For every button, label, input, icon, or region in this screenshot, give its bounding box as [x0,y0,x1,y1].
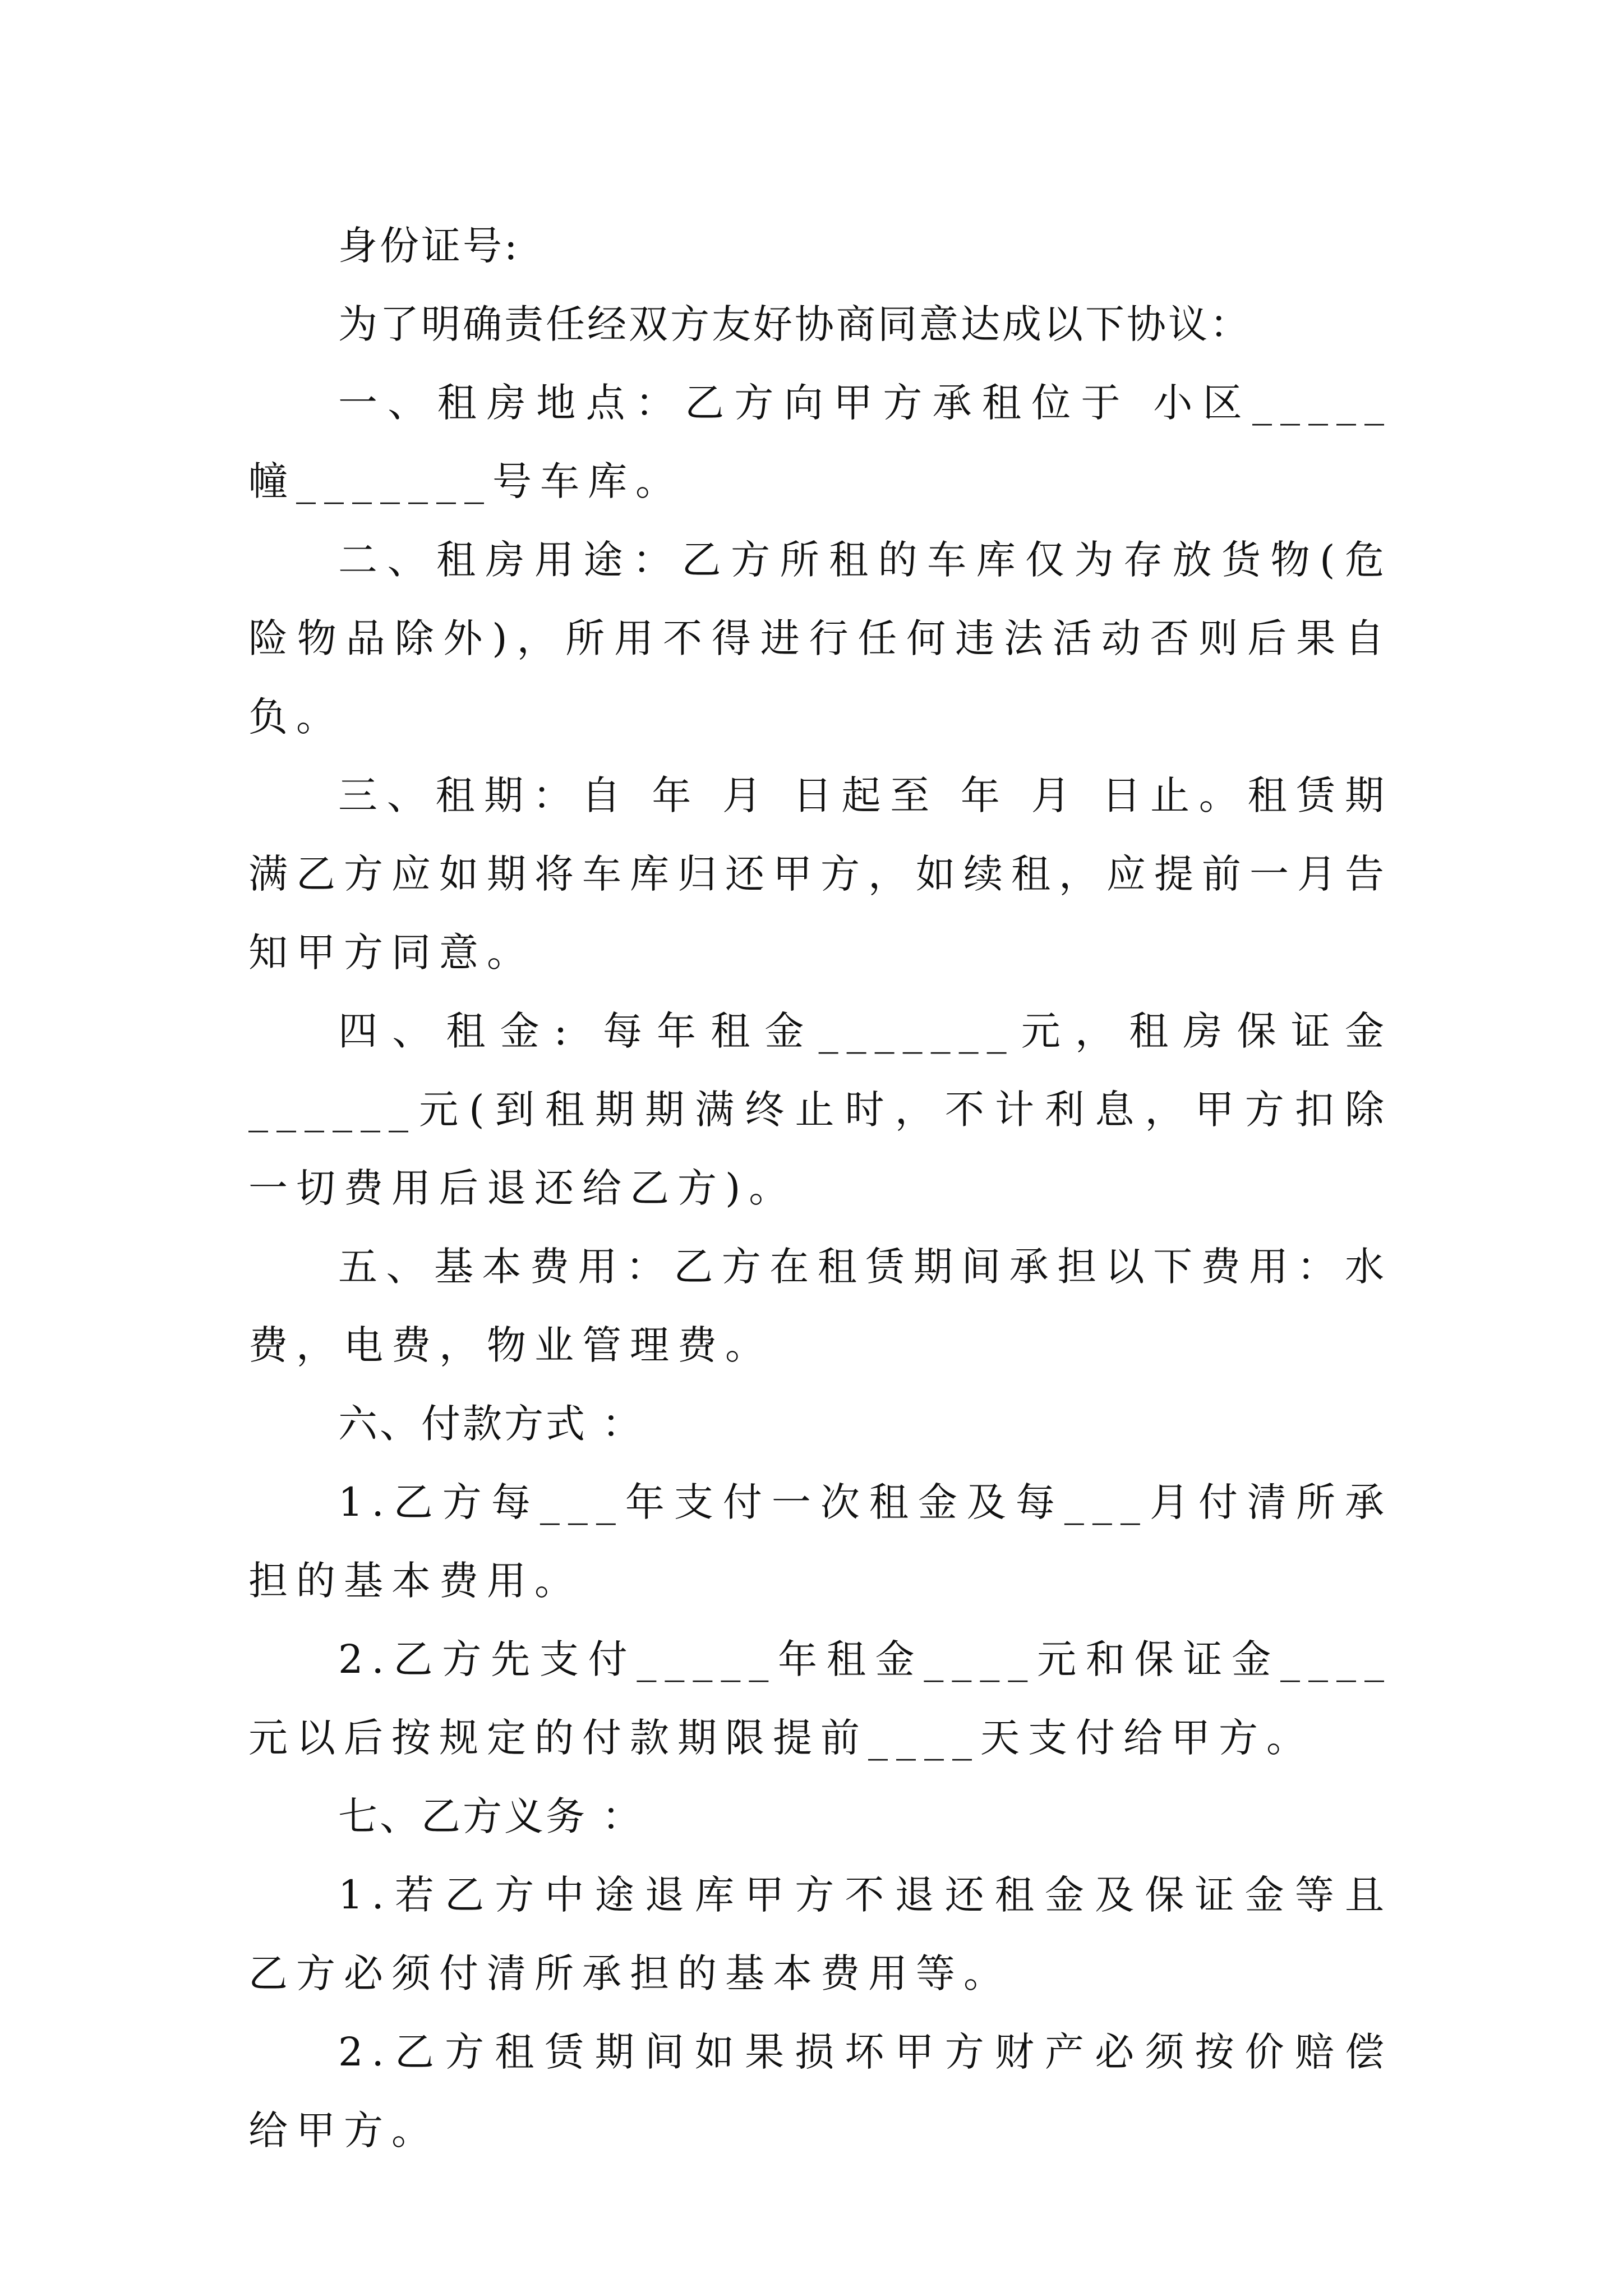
clause-2-usage: 二、租房用途：乙方所租的车库仅为存放货物(危险物品除外)，所用不得进行任何违法活动否则后果自负。 [248,537,1393,740]
clause-7-item-1: 1.若乙方中途退库甲方不退还租金及保证金等且乙方必须付清所承担的基本费用等。 [248,1872,1393,1996]
clause-5-basic-fees: 五、基本费用：乙方在租赁期间承担以下费用：水费，电费，物业管理费。 [248,1244,1393,1368]
clause-3-term: 三、租期：自 年 月 日起至 年 月 日止。租赁期满乙方应如期将车库归还甲方，如续租，应提前一月告知甲方同意。 [248,772,1393,976]
clause-6-item-2: 2.乙方先支付_____年租金____元和保证金____元以后按规定的付款期限提前____天支付给甲方。 [248,1636,1393,1761]
id-number-line: 身份证号: [338,223,520,269]
clause-1-location: 一、租房地点：乙方向甲方承租位于 小区_____ 幢_______号车库。 [248,380,1393,504]
clause-6-payment-method: 六、付款方式 ： [338,1401,644,1447]
agreement-intro: 为了明确责任经双方友好协商同意达成以下协议： [338,301,1251,347]
contract-body [248,206,1393,2170]
clause-7-item-2: 2.乙方租赁期间如果损坏甲方财产必须按价赔偿给甲方。 [248,2029,1393,2154]
clause-4-rent: 四、租金: 每年租金_______元，租房保证金______元(到租期期满终止时，不计利息，甲方扣除一切费用后退还给乙方)。 [248,1008,1393,1211]
clause-7-tenant-obligations: 七、乙方义务 ： [338,1793,644,1839]
clause-6-item-1: 1.乙方每___年支付一次租金及每___月付清所承担的基本费用。 [248,1479,1393,1604]
